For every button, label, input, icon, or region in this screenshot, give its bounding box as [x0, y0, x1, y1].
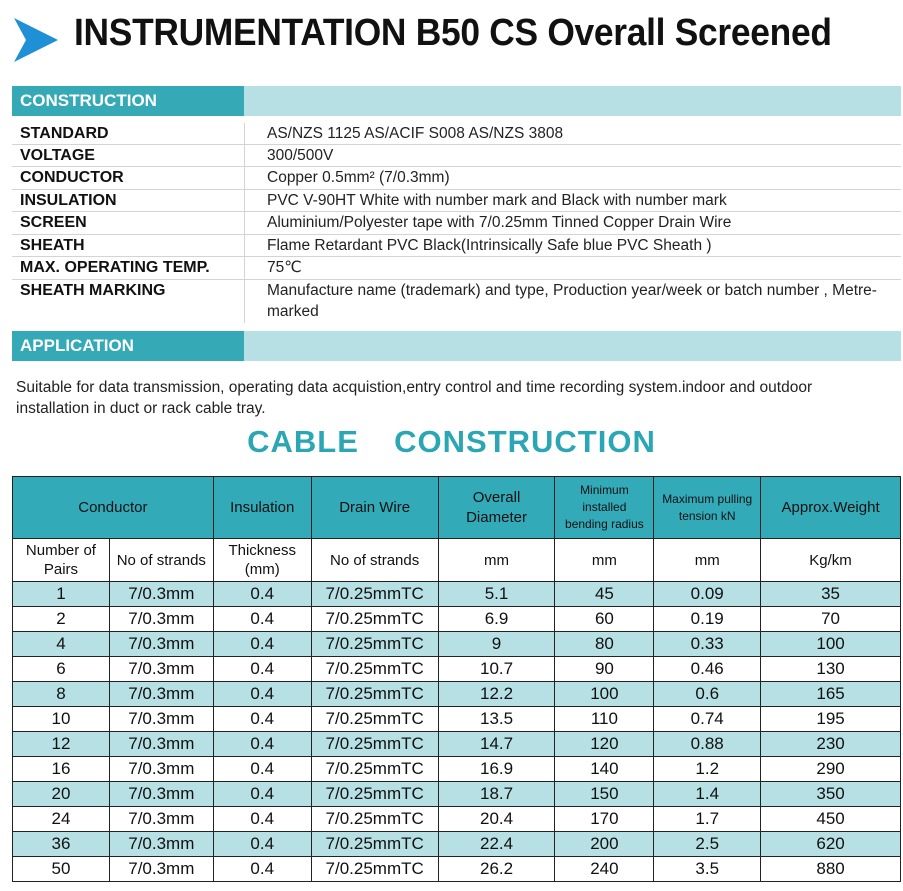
subheader-pairs: Number of Pairs [13, 539, 110, 582]
subheader-diameter-unit: mm [438, 539, 555, 582]
cell-strands: 7/0.3mm [109, 757, 213, 782]
spec-row-screen [12, 212, 901, 235]
spec-value: 75℃ [244, 257, 901, 279]
subheader-strands: No of strands [109, 539, 213, 582]
cell-thickness: 0.4 [213, 832, 311, 857]
cell-bending-radius: 60 [555, 607, 654, 632]
spec-key: SCREEN [20, 214, 87, 231]
cell-diameter: 12.2 [438, 682, 555, 707]
cell-pulling-tension: 2.5 [654, 832, 761, 857]
cell-strands: 7/0.3mm [109, 582, 213, 607]
construction-header-bar [12, 86, 901, 116]
cell-drain-strands: 7/0.25mmTC [311, 782, 438, 807]
cell-weight: 130 [761, 657, 901, 682]
cell-strands: 7/0.3mm [109, 632, 213, 657]
cell-pairs: 36 [13, 832, 110, 857]
cell-diameter: 22.4 [438, 832, 555, 857]
cell-pairs: 1 [13, 582, 110, 607]
cell-diameter: 18.7 [438, 782, 555, 807]
table-row [13, 832, 901, 857]
cell-thickness: 0.4 [213, 582, 311, 607]
table-row [13, 657, 901, 682]
cable-construction-body [13, 582, 901, 882]
cell-drain-strands: 7/0.25mmTC [311, 832, 438, 857]
cell-strands: 7/0.3mm [109, 657, 213, 682]
cell-thickness: 0.4 [213, 682, 311, 707]
cell-pulling-tension: 0.88 [654, 732, 761, 757]
cell-drain-strands: 7/0.25mmTC [311, 607, 438, 632]
cell-weight: 70 [761, 607, 901, 632]
cell-bending-radius: 170 [555, 807, 654, 832]
application-text: Suitable for data transmission, operating data acquistion,entry control and time recording system.indoor and outdoor installation in duct or rack cable tray. [16, 379, 813, 417]
header-overall-diameter: Overall Diameter [438, 477, 555, 539]
cell-pairs: 4 [13, 632, 110, 657]
subheader-drain-strands: No of strands [311, 539, 438, 582]
title-bar [12, 8, 897, 70]
cell-pairs: 12 [13, 732, 110, 757]
cell-strands: 7/0.3mm [109, 807, 213, 832]
cell-pulling-tension: 0.09 [654, 582, 761, 607]
cell-pairs: 20 [13, 782, 110, 807]
cable-construction-title: CABLE CONSTRUCTION [247, 424, 656, 459]
cell-bending-radius: 90 [555, 657, 654, 682]
cell-weight: 880 [761, 857, 901, 882]
cell-thickness: 0.4 [213, 632, 311, 657]
header-max-pulling-tension: Maximum pulling tension kN [654, 477, 761, 539]
spec-value: Copper 0.5mm² (7/0.3mm) [244, 167, 901, 189]
table-row [13, 607, 901, 632]
spec-row-insulation [12, 190, 901, 212]
header-drain-wire: Drain Wire [311, 477, 438, 539]
cell-weight: 165 [761, 682, 901, 707]
cell-weight: 100 [761, 632, 901, 657]
application-header-bar [12, 331, 901, 361]
subheader-pulling-unit: mm [654, 539, 761, 582]
spec-key: STANDARD [20, 125, 109, 142]
cell-drain-strands: 7/0.25mmTC [311, 632, 438, 657]
cell-pulling-tension: 3.5 [654, 857, 761, 882]
cell-strands: 7/0.3mm [109, 832, 213, 857]
cell-weight: 620 [761, 832, 901, 857]
spec-key: CONDUCTOR [20, 169, 124, 186]
table-row [13, 732, 901, 757]
cell-pairs: 24 [13, 807, 110, 832]
cell-thickness: 0.4 [213, 707, 311, 732]
table-row [13, 757, 901, 782]
spec-key: VOLTAGE [20, 147, 95, 164]
construction-heading: CONSTRUCTION [12, 86, 244, 116]
cell-thickness: 0.4 [213, 857, 311, 882]
table-row [13, 807, 901, 832]
table-row [13, 857, 901, 882]
cell-drain-strands: 7/0.25mmTC [311, 682, 438, 707]
spec-row-sheath-marking [12, 280, 901, 323]
spec-value: Manufacture name (trademark) and type, Production year/week or batch number , Metre-marked [244, 280, 901, 323]
cell-pulling-tension: 1.4 [654, 782, 761, 807]
cell-pulling-tension: 1.2 [654, 757, 761, 782]
cell-drain-strands: 7/0.25mmTC [311, 657, 438, 682]
cell-bending-radius: 80 [555, 632, 654, 657]
spec-value: Aluminium/Polyester tape with 7/0.25mm Tinned Copper Drain Wire [244, 212, 901, 234]
spec-value: AS/NZS 1125 AS/ACIF S008 AS/NZS 3808 [244, 123, 901, 144]
cell-pulling-tension: 0.6 [654, 682, 761, 707]
spec-row-standard [12, 123, 901, 145]
cell-weight: 350 [761, 782, 901, 807]
spec-key: SHEATH MARKING [20, 282, 166, 299]
cell-weight: 450 [761, 807, 901, 832]
cell-pairs: 8 [13, 682, 110, 707]
subheader-weight-unit: Kg/km [761, 539, 901, 582]
cell-pairs: 16 [13, 757, 110, 782]
cell-drain-strands: 7/0.25mmTC [311, 582, 438, 607]
cell-thickness: 0.4 [213, 757, 311, 782]
cell-diameter: 9 [438, 632, 555, 657]
cell-pulling-tension: 0.19 [654, 607, 761, 632]
cell-drain-strands: 7/0.25mmTC [311, 757, 438, 782]
cell-thickness: 0.4 [213, 607, 311, 632]
cell-thickness: 0.4 [213, 782, 311, 807]
table-row [13, 582, 901, 607]
table-row [13, 782, 901, 807]
cell-weight: 35 [761, 582, 901, 607]
cell-thickness: 0.4 [213, 807, 311, 832]
play-arrow-icon [12, 16, 60, 64]
spec-key: INSULATION [20, 192, 117, 209]
cell-diameter: 10.7 [438, 657, 555, 682]
cell-thickness: 0.4 [213, 732, 311, 757]
page-title: INSTRUMENTATION B50 CS Overall Screened [74, 12, 832, 54]
cell-diameter: 6.9 [438, 607, 555, 632]
cell-pairs: 6 [13, 657, 110, 682]
table-row [13, 707, 901, 732]
cell-pairs: 50 [13, 857, 110, 882]
cell-bending-radius: 140 [555, 757, 654, 782]
cable-construction-table [12, 476, 901, 882]
application-heading: APPLICATION [12, 331, 244, 361]
table-row [13, 632, 901, 657]
cell-bending-radius: 150 [555, 782, 654, 807]
spec-value: PVC V-90HT White with number mark and Black with number mark [244, 190, 901, 211]
cell-strands: 7/0.3mm [109, 682, 213, 707]
cell-drain-strands: 7/0.25mmTC [311, 732, 438, 757]
cell-strands: 7/0.3mm [109, 732, 213, 757]
spec-key: MAX. OPERATING TEMP. [20, 259, 210, 276]
cell-weight: 290 [761, 757, 901, 782]
cell-diameter: 5.1 [438, 582, 555, 607]
subheader-bending-unit: mm [555, 539, 654, 582]
cell-diameter: 13.5 [438, 707, 555, 732]
spec-row-sheath [12, 235, 901, 257]
spec-row-conductor [12, 167, 901, 190]
cell-bending-radius: 120 [555, 732, 654, 757]
cell-thickness: 0.4 [213, 657, 311, 682]
construction-spec-table [12, 123, 901, 323]
cell-weight: 195 [761, 707, 901, 732]
cell-weight: 230 [761, 732, 901, 757]
cell-strands: 7/0.3mm [109, 857, 213, 882]
cell-bending-radius: 45 [555, 582, 654, 607]
cell-diameter: 20.4 [438, 807, 555, 832]
cell-bending-radius: 240 [555, 857, 654, 882]
cell-pulling-tension: 0.46 [654, 657, 761, 682]
subheader-thickness: Thickness (mm) [213, 539, 311, 582]
cell-pulling-tension: 1.7 [654, 807, 761, 832]
table-row [13, 682, 901, 707]
cell-drain-strands: 7/0.25mmTC [311, 807, 438, 832]
cell-diameter: 14.7 [438, 732, 555, 757]
cell-diameter: 26.2 [438, 857, 555, 882]
cell-bending-radius: 200 [555, 832, 654, 857]
spec-row-max-temp [12, 257, 901, 280]
cell-pairs: 2 [13, 607, 110, 632]
spec-row-voltage [12, 145, 901, 167]
spec-value: Flame Retardant PVC Black(Intrinsically Safe blue PVC Sheath ) [244, 235, 901, 256]
spec-key: SHEATH [20, 237, 85, 254]
cell-drain-strands: 7/0.25mmTC [311, 857, 438, 882]
header-approx-weight: Approx.Weight [761, 477, 901, 539]
header-conductor: Conductor [13, 477, 214, 539]
cell-strands: 7/0.3mm [109, 607, 213, 632]
cell-drain-strands: 7/0.25mmTC [311, 707, 438, 732]
cell-pairs: 10 [13, 707, 110, 732]
cell-strands: 7/0.3mm [109, 707, 213, 732]
cell-pulling-tension: 0.33 [654, 632, 761, 657]
cell-bending-radius: 110 [555, 707, 654, 732]
spec-value: 300/500V [244, 145, 901, 166]
header-insulation: Insulation [213, 477, 311, 539]
header-min-bending-radius: Minimum installed bending radius [555, 477, 654, 539]
cell-diameter: 16.9 [438, 757, 555, 782]
cell-pulling-tension: 0.74 [654, 707, 761, 732]
cell-bending-radius: 100 [555, 682, 654, 707]
cell-strands: 7/0.3mm [109, 782, 213, 807]
